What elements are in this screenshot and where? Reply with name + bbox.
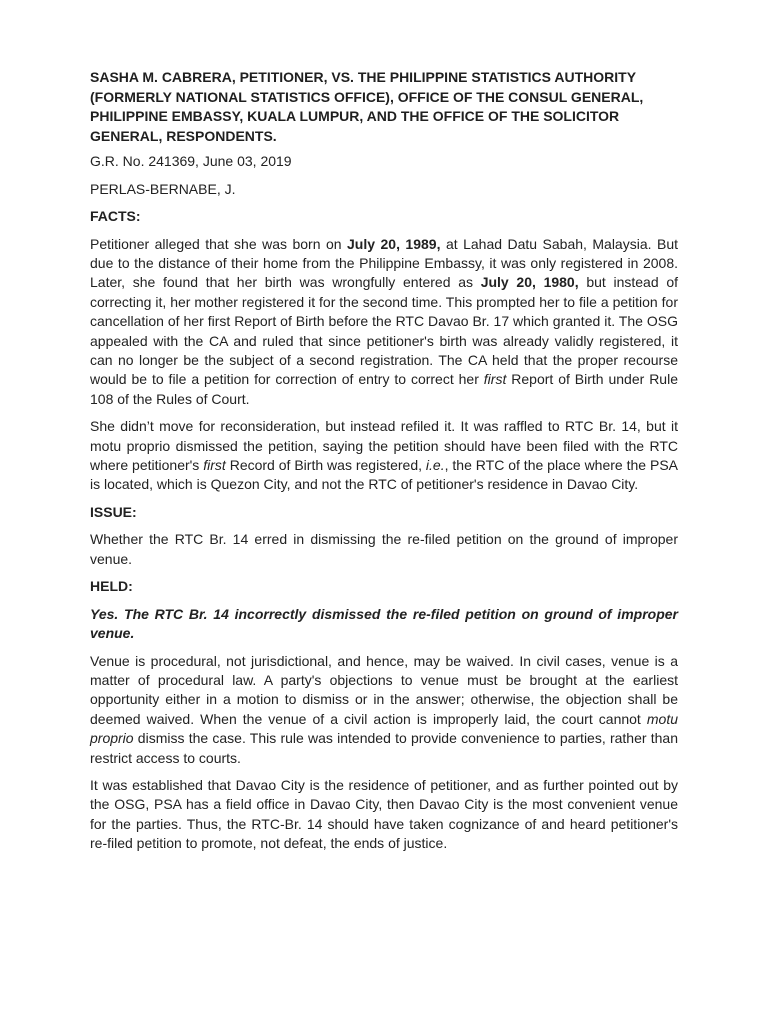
- held-paragraph-2: It was established that Davao City is the residence of petitioner, and as further pointed out by the OSG, PSA has a field office in Davao City, then Davao City is the most convenient venue for the parties. Thus, the RTC-Br. 14 should have taken cognizance of and heard petitioner's re-filed petition to promote, not defeat, the ends of justice.: [90, 777, 678, 852]
- facts-p1-emphasis-first: first: [483, 371, 507, 388]
- facts-p2-text-2: Record of Birth was registered,: [225, 456, 426, 473]
- held-p1-text-1: Venue is procedural, not jurisdictional, and hence, may be waived. In civil cases, venue is a matter of procedural law. A party's objections to venue must be brought at the earliest opportunity either in a motion to dismiss or in the answer; otherwise, the objection shall be deemed waived. When the venue of a civil action is improperly laid, the court cannot: [90, 652, 678, 727]
- facts-paragraph-2: [90, 417, 678, 495]
- held-p1-text-2: dismiss the case. This rule was intended to provide convenience to parties, rather than restrict access to courts.: [90, 730, 678, 766]
- held-heading: HELD:: [90, 578, 133, 595]
- held-p1-emphasis-motu-proprio: motu proprio: [90, 710, 678, 747]
- issue-heading: ISSUE:: [90, 503, 137, 520]
- docket-number: G.R. No. 241369, June 03, 2019: [90, 153, 292, 169]
- case-title: SASHA M. CABRERA, PETITIONER, VS. THE PHILIPPINE STATISTICS AUTHORITY (FORMERLY NATIONAL STATISTICS OFFICE), OFFICE OF THE CONSUL GENERAL, PHILIPPINE EMBASSY, KUALA LUMPUR, AND THE OFFICE OF THE SOLICITOR GENERAL, RESPONDENTS.: [90, 69, 644, 144]
- case-digest-page: [90, 68, 678, 862]
- held-answer: Yes. The RTC Br. 14 incorrectly dismissed the re-filed petition on ground of improper venue.: [90, 605, 678, 642]
- facts-heading: FACTS:: [90, 208, 141, 224]
- facts-p2-text-1: She didn’t move for reconsideration, but instead refiled it. It was raffled to RTC Br. 14, but it motu proprio dismissed the petition, saying the petition should have been filed with the RTC where petitioner's: [90, 418, 678, 473]
- facts-p2-text-3: , the RTC of the place where the PSA is located, which is Quezon City, and not the RTC of petitioner's residence in Davao City.: [90, 456, 678, 493]
- facts-p1-text-2: at Lahad Datu Sabah, Malaysia. But due to the distance of their home from the Philippine Embassy, it was only registered in 2008. Later, she found that her birth was wrongfully entered as: [90, 235, 678, 291]
- facts-p1-text-4: Report of Birth under Rule 108 of the Rules of Court.: [90, 371, 678, 407]
- facts-paragraph-1: [90, 235, 678, 410]
- facts-p2-emphasis-ie: i.e.: [425, 456, 445, 473]
- facts-p1-text-3: but instead of correcting it, her mother registered it for the second time. This prompted her to file a petition for cancellation of her first Report of Birth before the RTC Davao Br. 17 which granted it. The OSG appealed with the CA and ruled that since petitioner's birth was already validly registered, it can no longer be the subject of a second registration. The CA held that the proper recourse would be to file a petition for correction of entry to correct her: [90, 274, 679, 388]
- birth-date-1989: July 20, 1989,: [347, 235, 441, 252]
- facts-p1-text-1: Petitioner alleged that she was born on: [90, 235, 348, 252]
- ponente: PERLAS-BERNABE, J.: [90, 180, 236, 197]
- birth-date-1980: July 20, 1980,: [480, 274, 579, 291]
- facts-p2-emphasis-first: first: [203, 456, 226, 473]
- held-paragraph-1: [90, 652, 678, 768]
- issue-text: Whether the RTC Br. 14 erred in dismissing the re-filed petition on the ground of improper venue.: [90, 531, 678, 567]
